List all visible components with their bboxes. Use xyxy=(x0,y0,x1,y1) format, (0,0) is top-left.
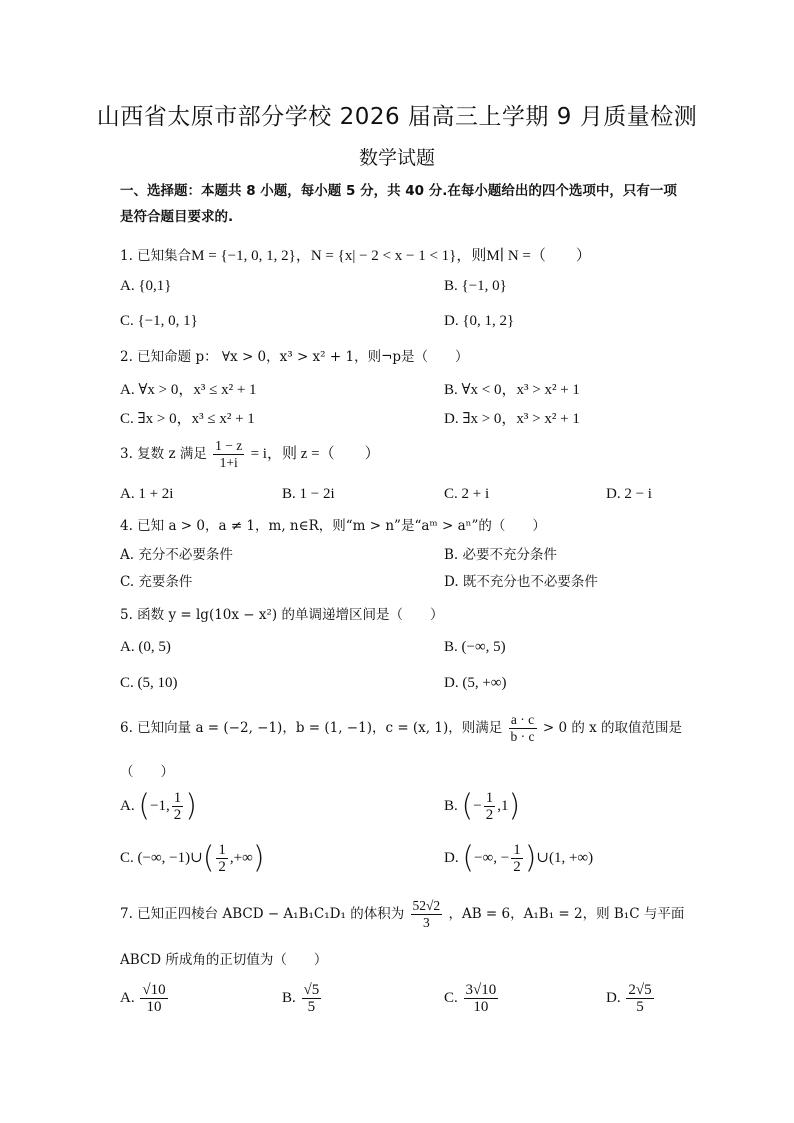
q6-option-a: A. (−1, $\frac{1}{2}$ ) xyxy=(120,788,197,824)
q7-option-d: D. $\frac{2√5}{5}$ xyxy=(606,982,652,1015)
q1-option-d: D. {0, 1, 2} xyxy=(444,313,515,329)
q1-option-a: A. {0,1} xyxy=(120,278,172,294)
question-3: 3. 复数 z 满足 $\frac{1 - z}{1+i}$ = i，则 z =（ ） xyxy=(120,438,380,470)
q5-option-a: A. (0, 5) xyxy=(120,639,171,655)
question-5: 5. 函数 y = lg(10x − x²) 的单调递增区间是（ ） xyxy=(120,607,444,623)
q2-option-a: A. ∀x > 0，x³ ≤ x² + 1 xyxy=(120,382,257,398)
q7-option-b: B. $\frac{√5}{5}$ xyxy=(282,982,320,1015)
q2-option-d: D. ∃x > 0，x³ > x² + 1 xyxy=(444,411,580,427)
question-7: 7. 已知正四棱台 ABCD − A₁B₁C₁D₁ 的体积为 $\frac{52√2}{3}$ ，AB = 6，A₁B₁ = 2，则 B₁C 与平面 xyxy=(120,898,685,930)
q5-option-b: B. (−∞, 5) xyxy=(444,639,506,655)
q2-option-c: C. ∃x > 0，x³ ≤ x² + 1 xyxy=(120,411,255,427)
q7-option-c: C. $\frac{3√10}{10}$ xyxy=(444,982,497,1015)
q6-option-b: B. (− $\frac{1}{2}$ ,1) xyxy=(444,788,521,824)
q5-option-c: C. (5, 10) xyxy=(120,675,178,691)
question-6: 6. 已知向量 a = (−2, −1)，b = (1, −1)，c = (x, 1)，则满足 $\frac{a \cdot c}{b \cdot c}$ > 0 的 x 的取值范围是 xyxy=(120,712,683,744)
question-7-line2: ABCD 所成角的正切值为（ ） xyxy=(120,952,328,968)
exam-title: 山西省太原市部分学校 2026 届高三上学期 9 月质量检测 xyxy=(96,104,698,130)
fraction: $\frac{a \cdot c}{b \cdot c}$ xyxy=(510,712,535,744)
q1-option-c: C. {−1, 0, 1} xyxy=(120,313,198,329)
q3-option-d: D. 2 − i xyxy=(606,486,652,502)
fraction: $\frac{52√2}{3}$ xyxy=(412,898,441,930)
q4-option-d: D. 既不充分也不必要条件 xyxy=(444,574,598,590)
q7-option-a: A. $\frac{√10}{10}$ xyxy=(120,982,166,1015)
q4-option-c: C. 充要条件 xyxy=(120,574,193,590)
q4-option-a: A. 充分不必要条件 xyxy=(120,547,233,563)
q6-option-c: C. (−∞, −1)∪( $\frac{1}{2}$ ,+∞) xyxy=(120,840,265,876)
q1-option-b: B. {−1, 0} xyxy=(444,278,507,294)
question-2: 2. 已知命题 p： ∀x > 0，x³ > x² + 1，则¬p是（ ） xyxy=(120,349,469,365)
q2-option-b: B. ∀x < 0，x³ > x² + 1 xyxy=(444,382,580,398)
exam-subtitle: 数学试题 xyxy=(358,147,435,169)
q3-option-c: C. 2 + i xyxy=(444,486,490,502)
fraction: $\frac{1 - z}{1+i}$ xyxy=(215,438,243,470)
question-4: 4. 已知 a > 0，a ≠ 1，m, n∈R，则“m > n”是“aᵐ > aⁿ”的（ ） xyxy=(120,518,546,534)
question-6-line2: （ ） xyxy=(120,764,174,780)
question-1: 1. 已知集合M = {−1, 0, 1, 2}，N = {x| − 2 < x − 1 < 1}，则M∣ N =（ ） xyxy=(120,248,591,264)
q3-option-a: A. 1 + 2i xyxy=(120,486,174,502)
section-instructions: 一、选择题：本题共 8 小题，每小题 5 分，共 40 分.在每小题给出的四个选项中，只有一项是符合题目要求的. xyxy=(120,183,677,225)
q5-option-d: D. (5, +∞) xyxy=(444,675,507,691)
q3-option-b: B. 1 − 2i xyxy=(282,486,335,502)
q4-option-b: B. 必要不充分条件 xyxy=(444,547,558,563)
q6-option-d: D. (−∞, − $\frac{1}{2}$ )∪(1, +∞) xyxy=(444,840,594,876)
set-m: M = {−1, 0, 1, 2} xyxy=(191,248,296,264)
